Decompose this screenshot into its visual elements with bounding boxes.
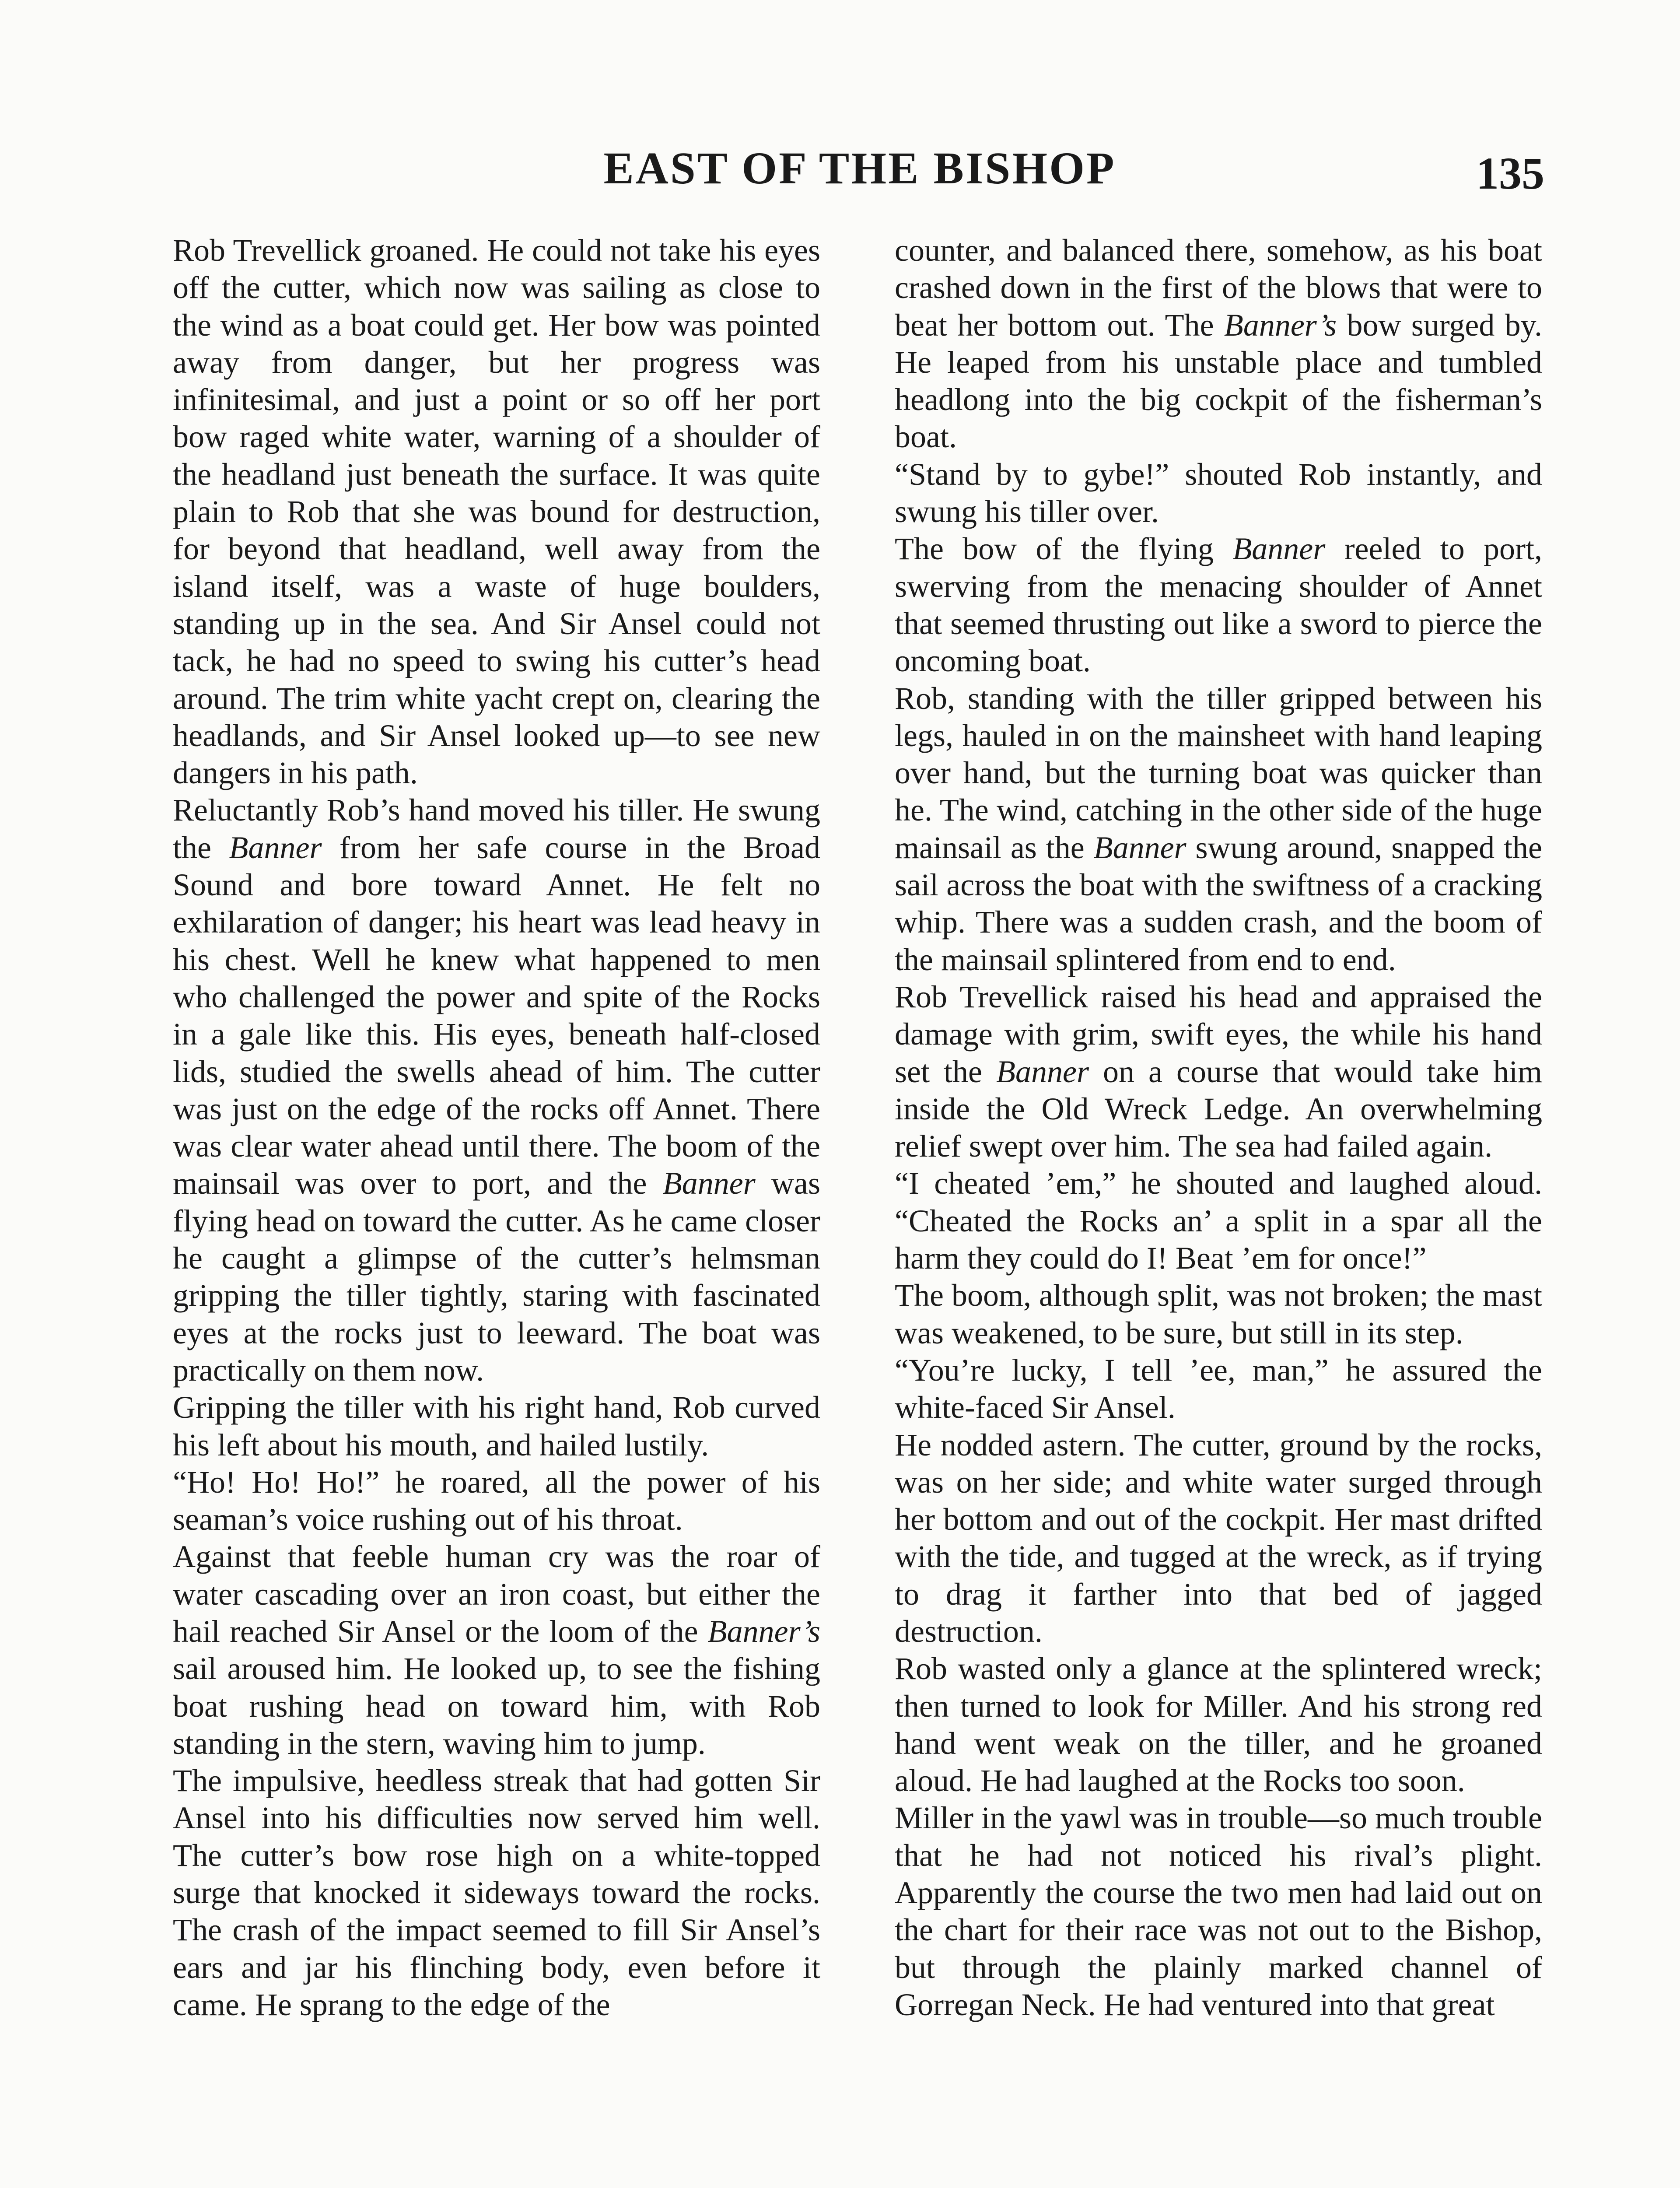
boat-name: Banner	[229, 830, 322, 865]
paragraph: “Stand by to gybe!” shouted Rob instantly, and swung his tiller over.	[895, 456, 1542, 529]
page-number: 135	[1476, 148, 1544, 199]
paragraph: Rob Trevellick raised his head and appraised the damage with grim, swift eyes, the while his hand set the Banner on a course that would take him inside the Old Wreck Ledge. An overwhelming relief swept over him. The sea had failed again.	[895, 979, 1542, 1164]
page-header	[175, 136, 1544, 201]
boat-name: Banner	[996, 1054, 1089, 1089]
paragraph: “I cheated ’em,” he shouted and laughed aloud. “Cheated the Rocks an’ a split in a spar all the harm they could do I! Beat ’em for once!”	[895, 1166, 1542, 1276]
paragraph: Rob Trevellick groaned. He could not take his eyes off the cutter, which now was sailing as close to the wind as a boat could get. Her bow was pointed away from danger, but her progress was infinitesimal, and just a point or so off her port bow raged white water, warning of a shoulder of the headland just beneath the surface. It was quite plain to Rob that she was bound for destruction, for beyond that headland, well away from the island itself, was a waste of huge boulders, standing up in the sea. And Sir Ansel could not tack, he had no speed to swing his cutter’s head around. The trim white yacht crept on, clearing the headlands, and Sir Ansel looked up—to see new dangers in his path.	[173, 233, 820, 791]
boat-name: Banner’s	[707, 1613, 820, 1649]
left-column	[173, 232, 820, 2188]
boat-name: Banner’s	[1224, 307, 1337, 343]
boat-name: Banner	[1093, 830, 1186, 865]
boat-name: Banner	[662, 1166, 756, 1201]
paragraph: Gripping the tiller with his right hand, Rob curved his left about his mouth, and hailed lustily.	[173, 1390, 820, 1462]
text-columns	[173, 232, 1542, 2188]
paragraph: He nodded astern. The cutter, ground by the rocks, was on her side; and white water surged through her bottom and out of the cockpit. Her mast drifted with the tide, and tugged at the wreck, as if trying to drag it farther into that bed of jagged destruction.	[895, 1427, 1542, 1649]
paragraph: Miller in the yawl was in trouble—so much trouble that he had not noticed his rival’s plight. Apparently the course the two men had laid out on the chart for their race was not out to the Bishop, but through the plainly marked channel of Gorregan Neck. He had ventured into that great	[895, 1800, 1542, 2022]
running-head: EAST OF THE BISHOP	[603, 143, 1116, 193]
paragraph: The bow of the flying Banner reeled to port, swerving from the menacing shoulder of Annet that seemed thrusting out like a sword to pierce the oncoming boat.	[895, 531, 1542, 679]
paragraph: The impulsive, heedless streak that had gotten Sir Ansel into his difficulties now served him well. The cutter’s bow rose high on a white-topped surge that knocked it sideways toward the rocks. The crash of the impact seemed to fill Sir Ansel’s ears and jar his flinching body, even before it came. He sprang to the edge of the	[173, 1763, 820, 2022]
paragraph: “You’re lucky, I tell ’ee, man,” he assured the white-faced Sir Ansel.	[895, 1352, 1542, 1425]
paragraph: The boom, although split, was not broken; the mast was weakened, to be sure, but still in its step.	[895, 1278, 1542, 1350]
paragraph-continued: counter, and balanced there, somehow, as his boat crashed down in the first of the blows that were to beat her bottom out. The Banner’s bow surged by. He leaped from his unstable place and tumbled headlong into the big cockpit of the fisherman’s boat.	[895, 233, 1542, 455]
right-column	[895, 232, 1542, 2188]
paragraph: Rob wasted only a glance at the splintered wreck; then turned to look for Miller. And his strong red hand went weak on the tiller, and he groaned aloud. He had laughed at the Rocks too soon.	[895, 1651, 1542, 1799]
paragraph: “Ho! Ho! Ho!” he roared, all the power of his seaman’s voice rushing out of his throat.	[173, 1464, 820, 1537]
paragraph: Reluctantly Rob’s hand moved his tiller. He swung the Banner from her safe course in the Broad Sound and bore toward Annet. He felt no exhilaration of danger; his heart was lead heavy in his chest. Well he knew what happened to men who challenged the power and spite of the Rocks in a gale like this. His eyes, beneath half-closed lids, studied the swells ahead of him. The cutter was just on the edge of the rocks off Annet. There was clear water ahead until there. The boom of the mainsail was over to port, and the Banner was flying head on toward the cutter. As he came closer he caught a glimpse of the cutter’s helmsman gripping the tiller tightly, staring with fascinated eyes at the rocks just to leeward. The boat was practically on them now.	[173, 792, 820, 1388]
paragraph: Rob, standing with the tiller gripped between his legs, hauled in on the mainsheet with hand leaping over hand, but the turning boat was quicker than he. The wind, catching in the other side of the huge mainsail as the Banner swung around, snapped the sail across the boat with the swiftness of a cracking whip. There was a sudden crash, and the boom of the mainsail splintered from end to end.	[895, 680, 1543, 977]
paragraph: Against that feeble human cry was the roar of water cascading over an iron coast, but either the hail reached Sir Ansel or the loom of the Banner’s sail aroused him. He looked up, to see the fishing boat rushing head on toward him, with Rob standing in the stern, waving him to jump.	[173, 1539, 820, 1761]
boat-name: Banner	[1232, 531, 1326, 567]
